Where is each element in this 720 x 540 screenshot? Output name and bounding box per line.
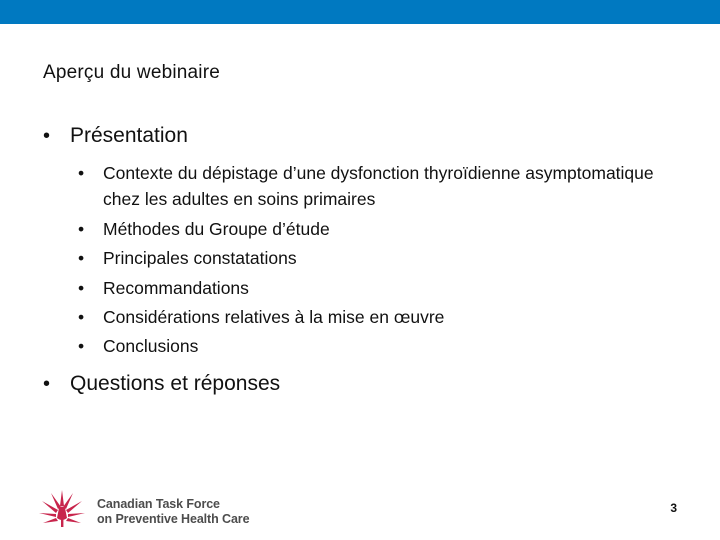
bullet-marker: • (43, 373, 51, 395)
presentation-sublist (78, 160, 678, 361)
list-item-text: Principales constatations (103, 248, 297, 269)
organization-name-line2: on Preventive Health Care (97, 512, 250, 526)
list-item (78, 215, 678, 244)
bullet-marker: • (78, 163, 85, 183)
bullet-marker: • (78, 306, 85, 327)
list-item (78, 244, 678, 273)
maple-leaf-logo-icon (37, 488, 87, 528)
list-item (78, 332, 678, 361)
list-item-text: Conclusions (103, 336, 199, 357)
bullet-questions (43, 372, 280, 396)
bullet-presentation (43, 124, 188, 148)
bullet-marker: • (78, 248, 85, 269)
slide-title: Aperçu du webinaire (43, 62, 221, 83)
bullet-marker: • (43, 125, 51, 147)
list-item-text: Contexte du dépistage d’une dysfonction thyroïdienne asymptomatique chez les adultes en soins primaires (103, 163, 654, 209)
bullet-questions-label: Questions et réponses (70, 372, 281, 395)
list-item-text: Méthodes du Groupe d’étude (103, 219, 330, 239)
bullet-marker: • (78, 277, 85, 298)
bullet-presentation-label: Présentation (70, 124, 188, 147)
page-number: 3 (670, 501, 677, 515)
list-item-text: Considérations relatives à la mise en œuvre (103, 306, 445, 327)
bullet-marker: • (78, 336, 85, 357)
list-item-text: Recommandations (103, 277, 249, 298)
organization-name-line1: Canadian Task Force (97, 497, 220, 511)
bullet-marker: • (78, 219, 85, 239)
list-item (78, 274, 678, 303)
list-item (78, 160, 678, 215)
list-item (78, 303, 678, 332)
top-accent-bar (0, 0, 720, 24)
organization-name (97, 497, 249, 527)
